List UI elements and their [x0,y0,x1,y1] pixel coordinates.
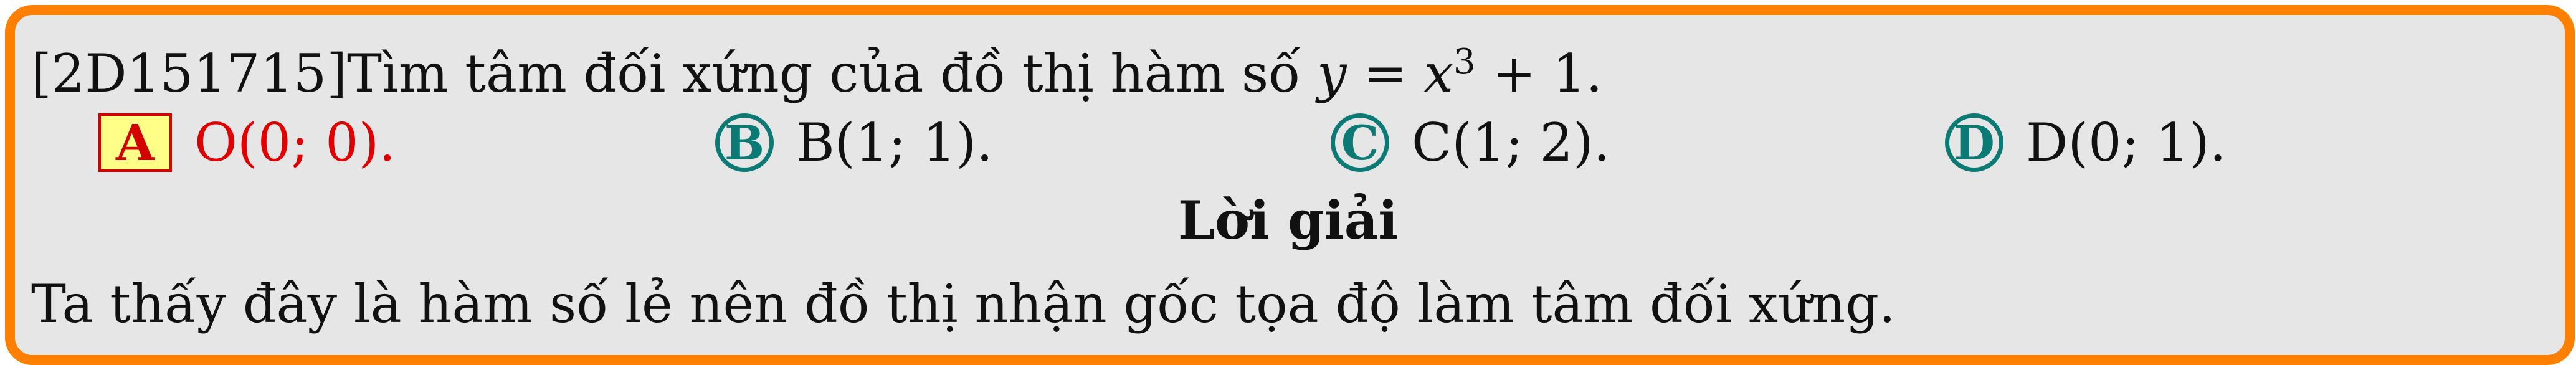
question-line [31,31,1602,105]
option-b-text: B(1; 1). [796,112,993,173]
question-formula [1317,43,1602,104]
option-b-label: B [715,113,774,172]
option-a-label: A [98,113,172,172]
option-c[interactable] [1331,108,1610,177]
option-a[interactable] [98,108,396,177]
option-b[interactable] [715,108,993,177]
option-d-text: D(0; 1). [2026,112,2227,173]
option-a-text: O(0; 0). [194,112,396,173]
question-id: [2D151715] [31,43,347,104]
option-c-text: C(1; 2). [1412,112,1610,173]
formula-exponent: 3 [1453,42,1476,82]
formula-rest: + 1. [1475,43,1603,104]
option-d[interactable] [1945,108,2226,177]
option-d-label: D [1945,113,2003,172]
formula-eq: = [1346,43,1424,104]
formula-y: y [1317,43,1347,104]
option-c-label: C [1331,113,1389,172]
solution-title: Lời giải [1177,189,1399,251]
question-text: Tìm tâm đối xứng của đồ thị hàm số [347,43,1301,104]
formula-x: x [1423,43,1453,104]
solution-text: Ta thấy đây là hàm số lẻ nên đồ thị nhận gốc tọa độ làm tâm đối xứng. [31,273,1896,334]
